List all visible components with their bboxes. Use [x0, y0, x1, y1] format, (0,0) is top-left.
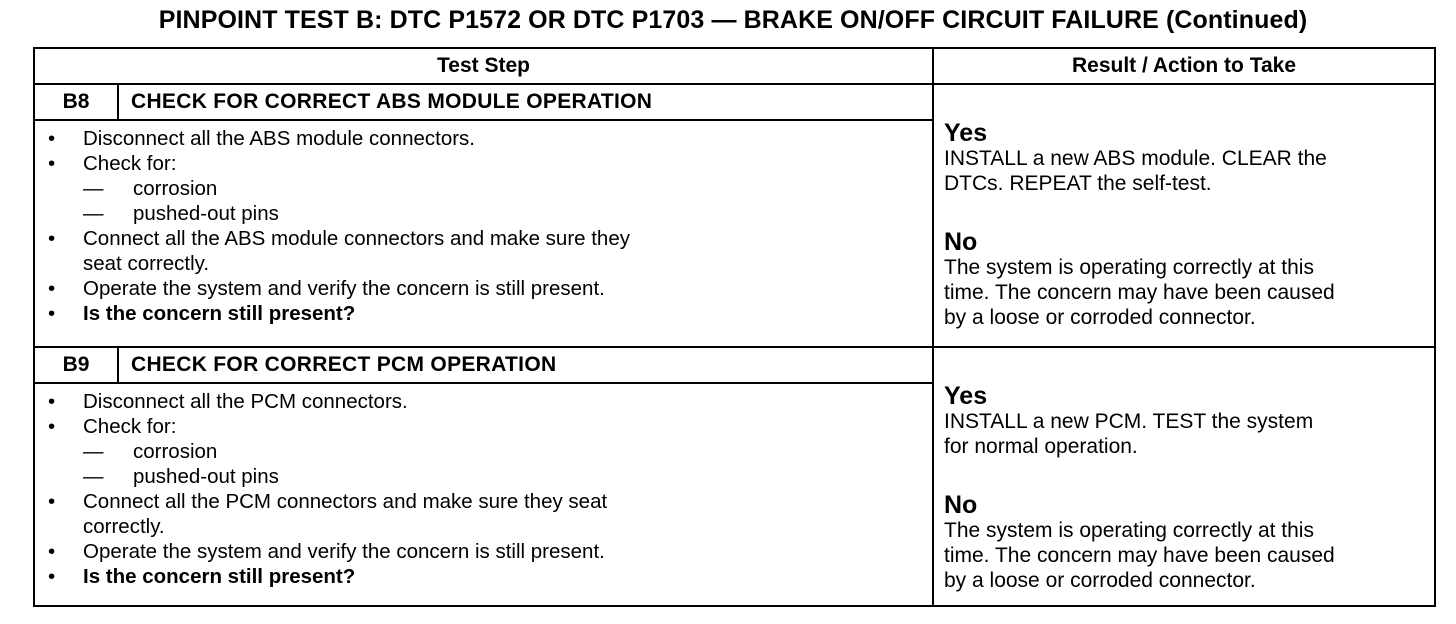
step-title-row [34, 84, 1435, 120]
step-instructions [34, 120, 933, 347]
yes-action-text: INSTALL a new ABS module. CLEAR the DTCs. REPEAT the self-test. [944, 147, 1327, 195]
instruction-text: Connect all the ABS module connectors and make sure they [83, 227, 630, 250]
yes-label: Yes [944, 119, 988, 147]
instruction-text: Connect all the PCM connectors and make sure they seat [83, 490, 608, 513]
sub-item-text: corrosion [133, 440, 218, 463]
dash-icon: — [83, 440, 104, 463]
bullet-icon: • [48, 390, 56, 413]
instruction-text: Operate the system and verify the concern is still present. [83, 277, 605, 300]
instruction-text: correctly. [83, 515, 165, 538]
step-id: B9 [34, 347, 118, 383]
result-yes [944, 121, 1434, 196]
header-result-action: Result / Action to Take [933, 48, 1435, 84]
yes-label: Yes [944, 382, 988, 410]
instruction-item [35, 489, 932, 514]
instruction-item [35, 389, 932, 414]
sub-item-text: pushed-out pins [133, 202, 279, 225]
bullet-icon: • [48, 127, 56, 150]
yes-action-text: INSTALL a new PCM. TEST the system for normal operation. [944, 410, 1314, 458]
sub-item-text: pushed-out pins [133, 465, 279, 488]
bullet-icon: • [48, 565, 56, 588]
bullet-icon: • [48, 490, 56, 513]
sub-item [35, 464, 932, 489]
bullet-icon: • [48, 302, 56, 325]
bullet-icon: • [48, 540, 56, 563]
bullet-icon: • [48, 152, 56, 175]
bullet-icon: • [48, 277, 56, 300]
question-text: Is the concern still present? [83, 302, 356, 325]
instruction-text: Check for: [83, 415, 177, 438]
dash-icon: — [83, 177, 104, 200]
instruction-item [35, 226, 932, 251]
bullet-icon: • [48, 415, 56, 438]
instruction-item [35, 126, 932, 151]
sub-item [35, 201, 932, 226]
instruction-item [35, 276, 932, 301]
instruction-continuation [35, 251, 932, 276]
instruction-item [35, 564, 932, 589]
instruction-item [35, 301, 932, 326]
result-no [944, 493, 1434, 593]
instruction-text: Disconnect all the PCM connectors. [83, 390, 408, 413]
bullet-icon: • [48, 227, 56, 250]
no-label: No [944, 228, 978, 256]
sub-item [35, 176, 932, 201]
instruction-text: seat correctly. [83, 252, 210, 275]
sub-item-text: corrosion [133, 177, 218, 200]
no-label: No [944, 491, 978, 519]
result-yes [944, 384, 1434, 459]
no-action-text: The system is operating correctly at this time. The concern may have been caused by a loose or corroded connector. [944, 519, 1335, 592]
instruction-text: Check for: [83, 152, 177, 175]
result-no [944, 230, 1434, 330]
instruction-item [35, 151, 932, 176]
dash-icon: — [83, 465, 104, 488]
instruction-item [35, 414, 932, 439]
instruction-text: Operate the system and verify the concern is still present. [83, 540, 605, 563]
step-title: CHECK FOR CORRECT PCM OPERATION [118, 347, 933, 383]
sub-item [35, 439, 932, 464]
result-cell [933, 347, 1435, 606]
page-title: PINPOINT TEST B: DTC P1572 OR DTC P1703 — BRAKE ON/OFF CIRCUIT FAILURE (Continued) [158, 6, 1308, 34]
instruction-text: Disconnect all the ABS module connectors. [83, 127, 475, 150]
result-cell [933, 84, 1435, 347]
instruction-item [35, 539, 932, 564]
step-title: CHECK FOR CORRECT ABS MODULE OPERATION [118, 84, 933, 120]
dash-icon: — [83, 202, 104, 225]
step-title-row [34, 347, 1435, 383]
pinpoint-test-table [33, 47, 1436, 607]
question-text: Is the concern still present? [83, 565, 356, 588]
step-instructions [34, 383, 933, 606]
step-id: B8 [34, 84, 118, 120]
instruction-continuation [35, 514, 932, 539]
no-action-text: The system is operating correctly at this time. The concern may have been caused by a loose or corroded connector. [944, 256, 1335, 329]
table-header-row [34, 48, 1435, 84]
header-test-step: Test Step [34, 48, 933, 84]
